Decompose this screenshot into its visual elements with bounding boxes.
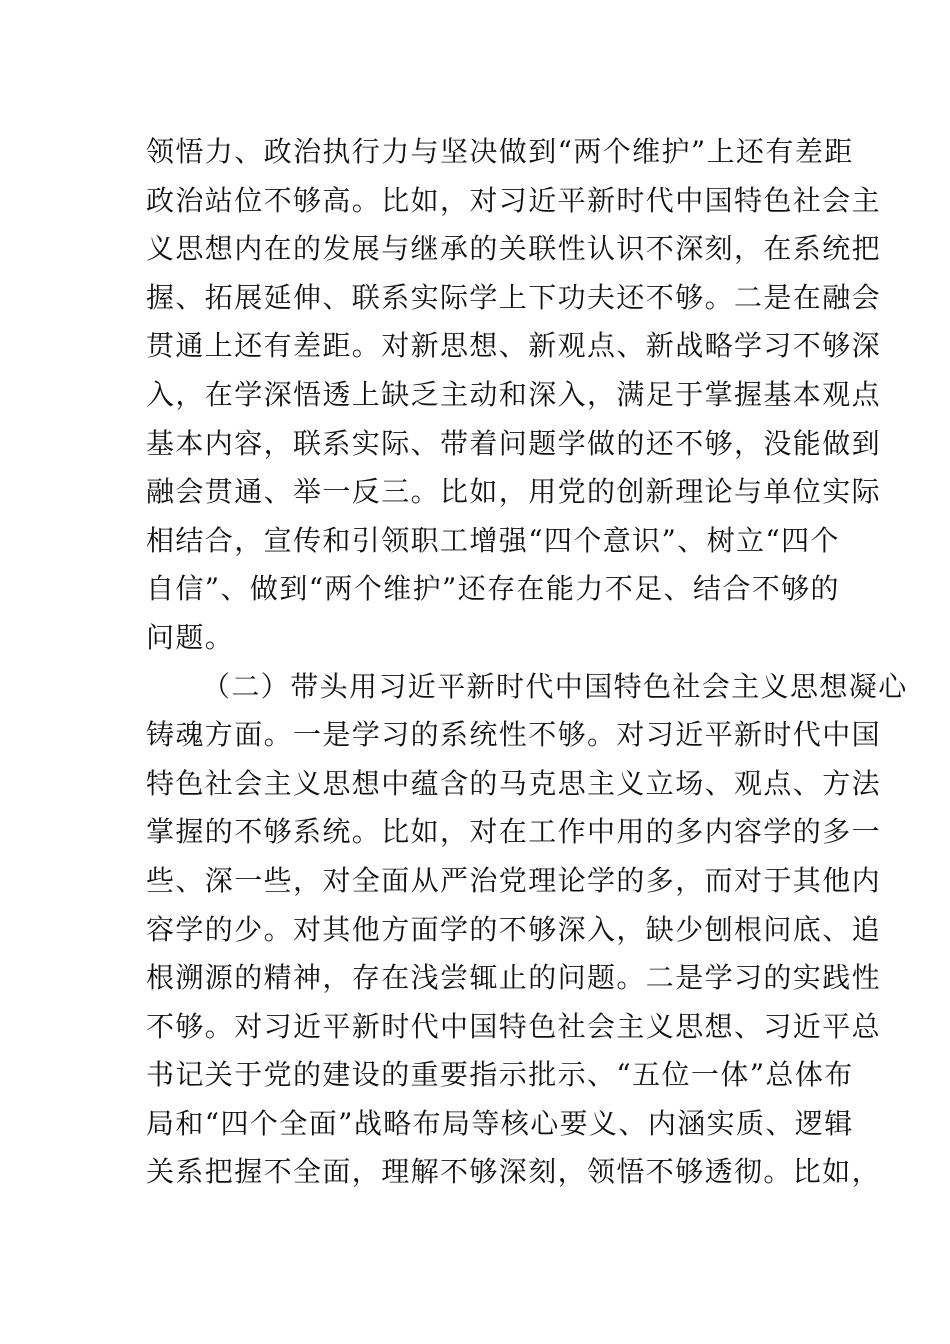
paragraph-2-line: 特色社会主义思想中蕴含的马克思主义立场、观点、方法 — [146, 766, 882, 800]
paragraph-2-line: 铸魂方面。一是学习的系统性不够。对习近平新时代中国 — [146, 718, 882, 752]
paragraph-1-line: 问题。 — [146, 620, 235, 654]
paragraph-1-line: 相结合，宣传和引领职工增强“四个意识”、树立“四个 — [146, 523, 840, 557]
paragraph-1-line: 握、拓展延伸、联系实际学上下功夫还不够。二是在融会 — [146, 280, 882, 314]
paragraph-2-line: 局和“四个全面”战略布局等核心要义、内涵实质、逻辑 — [146, 1106, 854, 1140]
paragraph-2-line: 些、深一些，对全面从严治党理论学的多，而对于其他内 — [146, 863, 882, 897]
paragraph-1-line: 政治站位不够高。比如，对习近平新时代中国特色社会主 — [146, 183, 882, 217]
paragraph-2-line: 不够。对习近平新时代中国特色社会主义思想、习近平总 — [146, 1009, 882, 1043]
paragraph-2-line: 书记关于党的建设的重要指示批示、“五位一体”总体布 — [146, 1058, 854, 1092]
paragraph-1-line: 贯通上还有差距。对新思想、新观点、新战略学习不够深 — [146, 329, 882, 363]
paragraph-2-line: 掌握的不够系统。比如，对在工作中用的多内容学的多一 — [146, 815, 882, 849]
paragraph-1-line: 自信”、做到“两个维护”还存在能力不足、结合不够的 — [146, 572, 840, 606]
paragraph-1-line: 基本内容，联系实际、带着问题学做的还不够，没能做到 — [146, 426, 882, 460]
paragraph-2-line: 容学的少。对其他方面学的不够深入，缺少刨根问底、追 — [146, 912, 882, 946]
paragraph-1-line: 入，在学深悟透上缺乏主动和深入，满足于掌握基本观点 — [146, 377, 882, 411]
paragraph-1-line: 融会贯通、举一反三。比如，用党的创新理论与单位实际 — [146, 475, 882, 509]
document-body — [146, 128, 908, 1197]
paragraph-1-line: 义思想内在的发展与继承的关联性认识不深刻，在系统把 — [146, 232, 882, 266]
paragraph-2-line: 关系把握不全面，理解不够深刻，领悟不够透彻。比如， — [146, 1155, 882, 1189]
paragraph-2-line: 根溯源的精神，存在浅尝辄止的问题。二是学习的实践性 — [146, 961, 882, 995]
paragraph-1-line: 领悟力、政治执行力与坚决做到“两个维护”上还有差距 — [146, 135, 854, 168]
paragraph-2-first-line: （二）带头用习近平新时代中国特色社会主义思想凝心 — [202, 669, 908, 703]
